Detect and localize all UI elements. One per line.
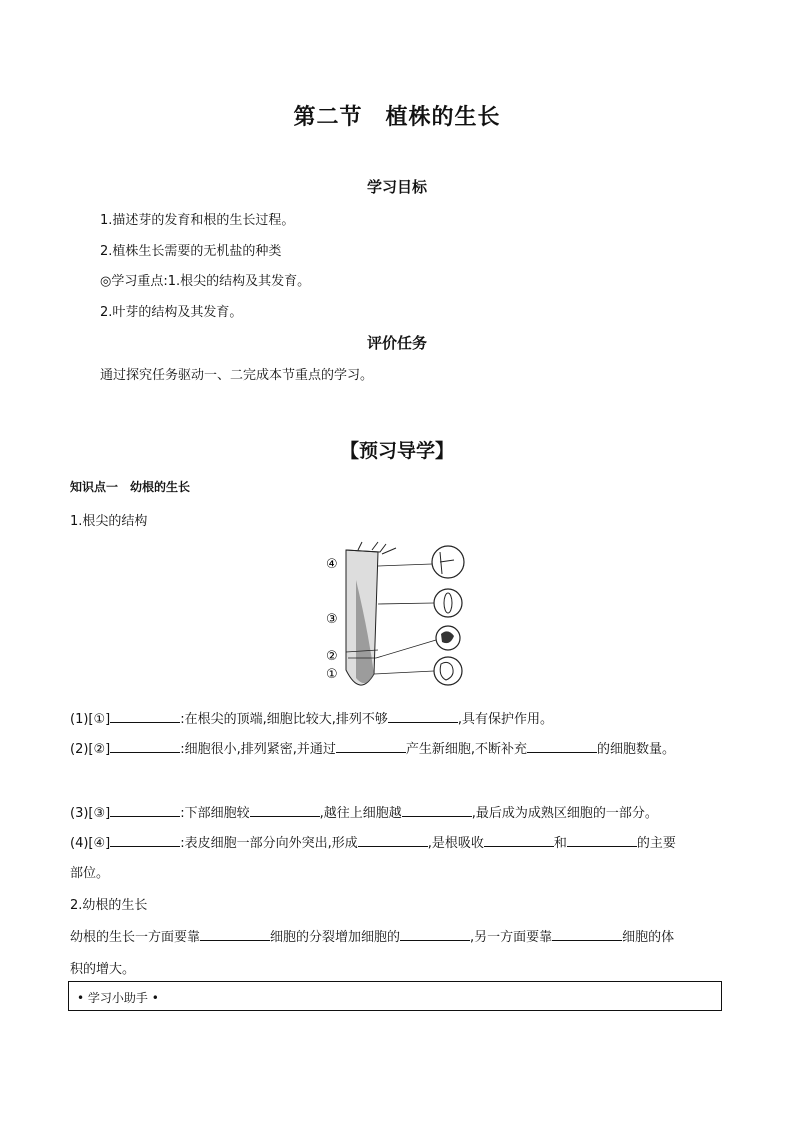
blank[interactable] <box>110 708 180 723</box>
blank[interactable] <box>110 832 180 847</box>
study-helper-label: • 学习小助手 • <box>77 991 159 1005</box>
growth-sentence: 幼根的生长一方面要靠 细胞的分裂增加细胞的 ,另一方面要靠 细胞的体 <box>70 926 674 945</box>
diagram-label-2: ② <box>326 649 338 664</box>
blank[interactable] <box>200 926 270 941</box>
evaluation-heading: 评价任务 <box>366 334 427 352</box>
diagram-label-1: ① <box>326 667 338 682</box>
blank[interactable] <box>402 802 472 817</box>
key-point-2: 2.叶芽的结构及其发育。 <box>100 305 243 320</box>
blank[interactable] <box>484 832 554 847</box>
objective-item-2: 2.植株生长需要的无机盐的种类 <box>100 244 282 259</box>
blank[interactable] <box>110 802 180 817</box>
blank[interactable] <box>552 926 622 941</box>
question-4: (4)[④] :表皮细胞一部分向外突出,形成 ,是根吸收 和 的主要 <box>70 832 676 851</box>
blank[interactable] <box>250 802 320 817</box>
objectives-heading: 学习目标 <box>366 178 427 196</box>
objective-item-1: 1.描述芽的发育和根的生长过程。 <box>100 213 295 228</box>
blank[interactable] <box>567 832 637 847</box>
diagram-label-3: ③ <box>326 612 338 627</box>
blank[interactable] <box>400 926 470 941</box>
study-helper-box <box>68 981 722 1011</box>
root-tip-diagram <box>322 540 472 690</box>
cell-view-rootcap <box>434 657 462 685</box>
diagram-label-4: ④ <box>326 557 338 572</box>
knowledge-point-heading: 知识点一 幼根的生长 <box>70 480 191 494</box>
blank[interactable] <box>388 708 458 723</box>
root-tip-subheading: 1.根尖的结构 <box>70 514 148 529</box>
question-1: (1)[①] :在根尖的顶端,细胞比较大,排列不够 ,具有保护作用。 <box>70 708 553 727</box>
key-point-1: ◎学习重点:1.根尖的结构及其发育。 <box>100 274 311 289</box>
blank[interactable] <box>358 832 428 847</box>
evaluation-text: 通过探究任务驱动一、二完成本节重点的学习。 <box>100 368 374 383</box>
question-3: (3)[③] :下部细胞较 ,越往上细胞越 ,最后成为成熟区细胞的一部分。 <box>70 802 658 821</box>
page-title: 第二节 植株的生长 <box>293 104 501 130</box>
preview-heading: 【预习导学】 <box>339 440 454 462</box>
blank[interactable] <box>336 738 406 753</box>
question-4-continued: 部位。 <box>70 866 110 881</box>
growth-sentence-continued: 积的增大。 <box>70 962 136 977</box>
blank[interactable] <box>110 738 180 753</box>
growth-subheading: 2.幼根的生长 <box>70 898 148 913</box>
question-2: (2)[②] :细胞很小,排列紧密,并通过 产生新细胞,不断补充 的细胞数量。 <box>70 738 675 757</box>
blank[interactable] <box>527 738 597 753</box>
cell-view-mature <box>432 546 464 578</box>
